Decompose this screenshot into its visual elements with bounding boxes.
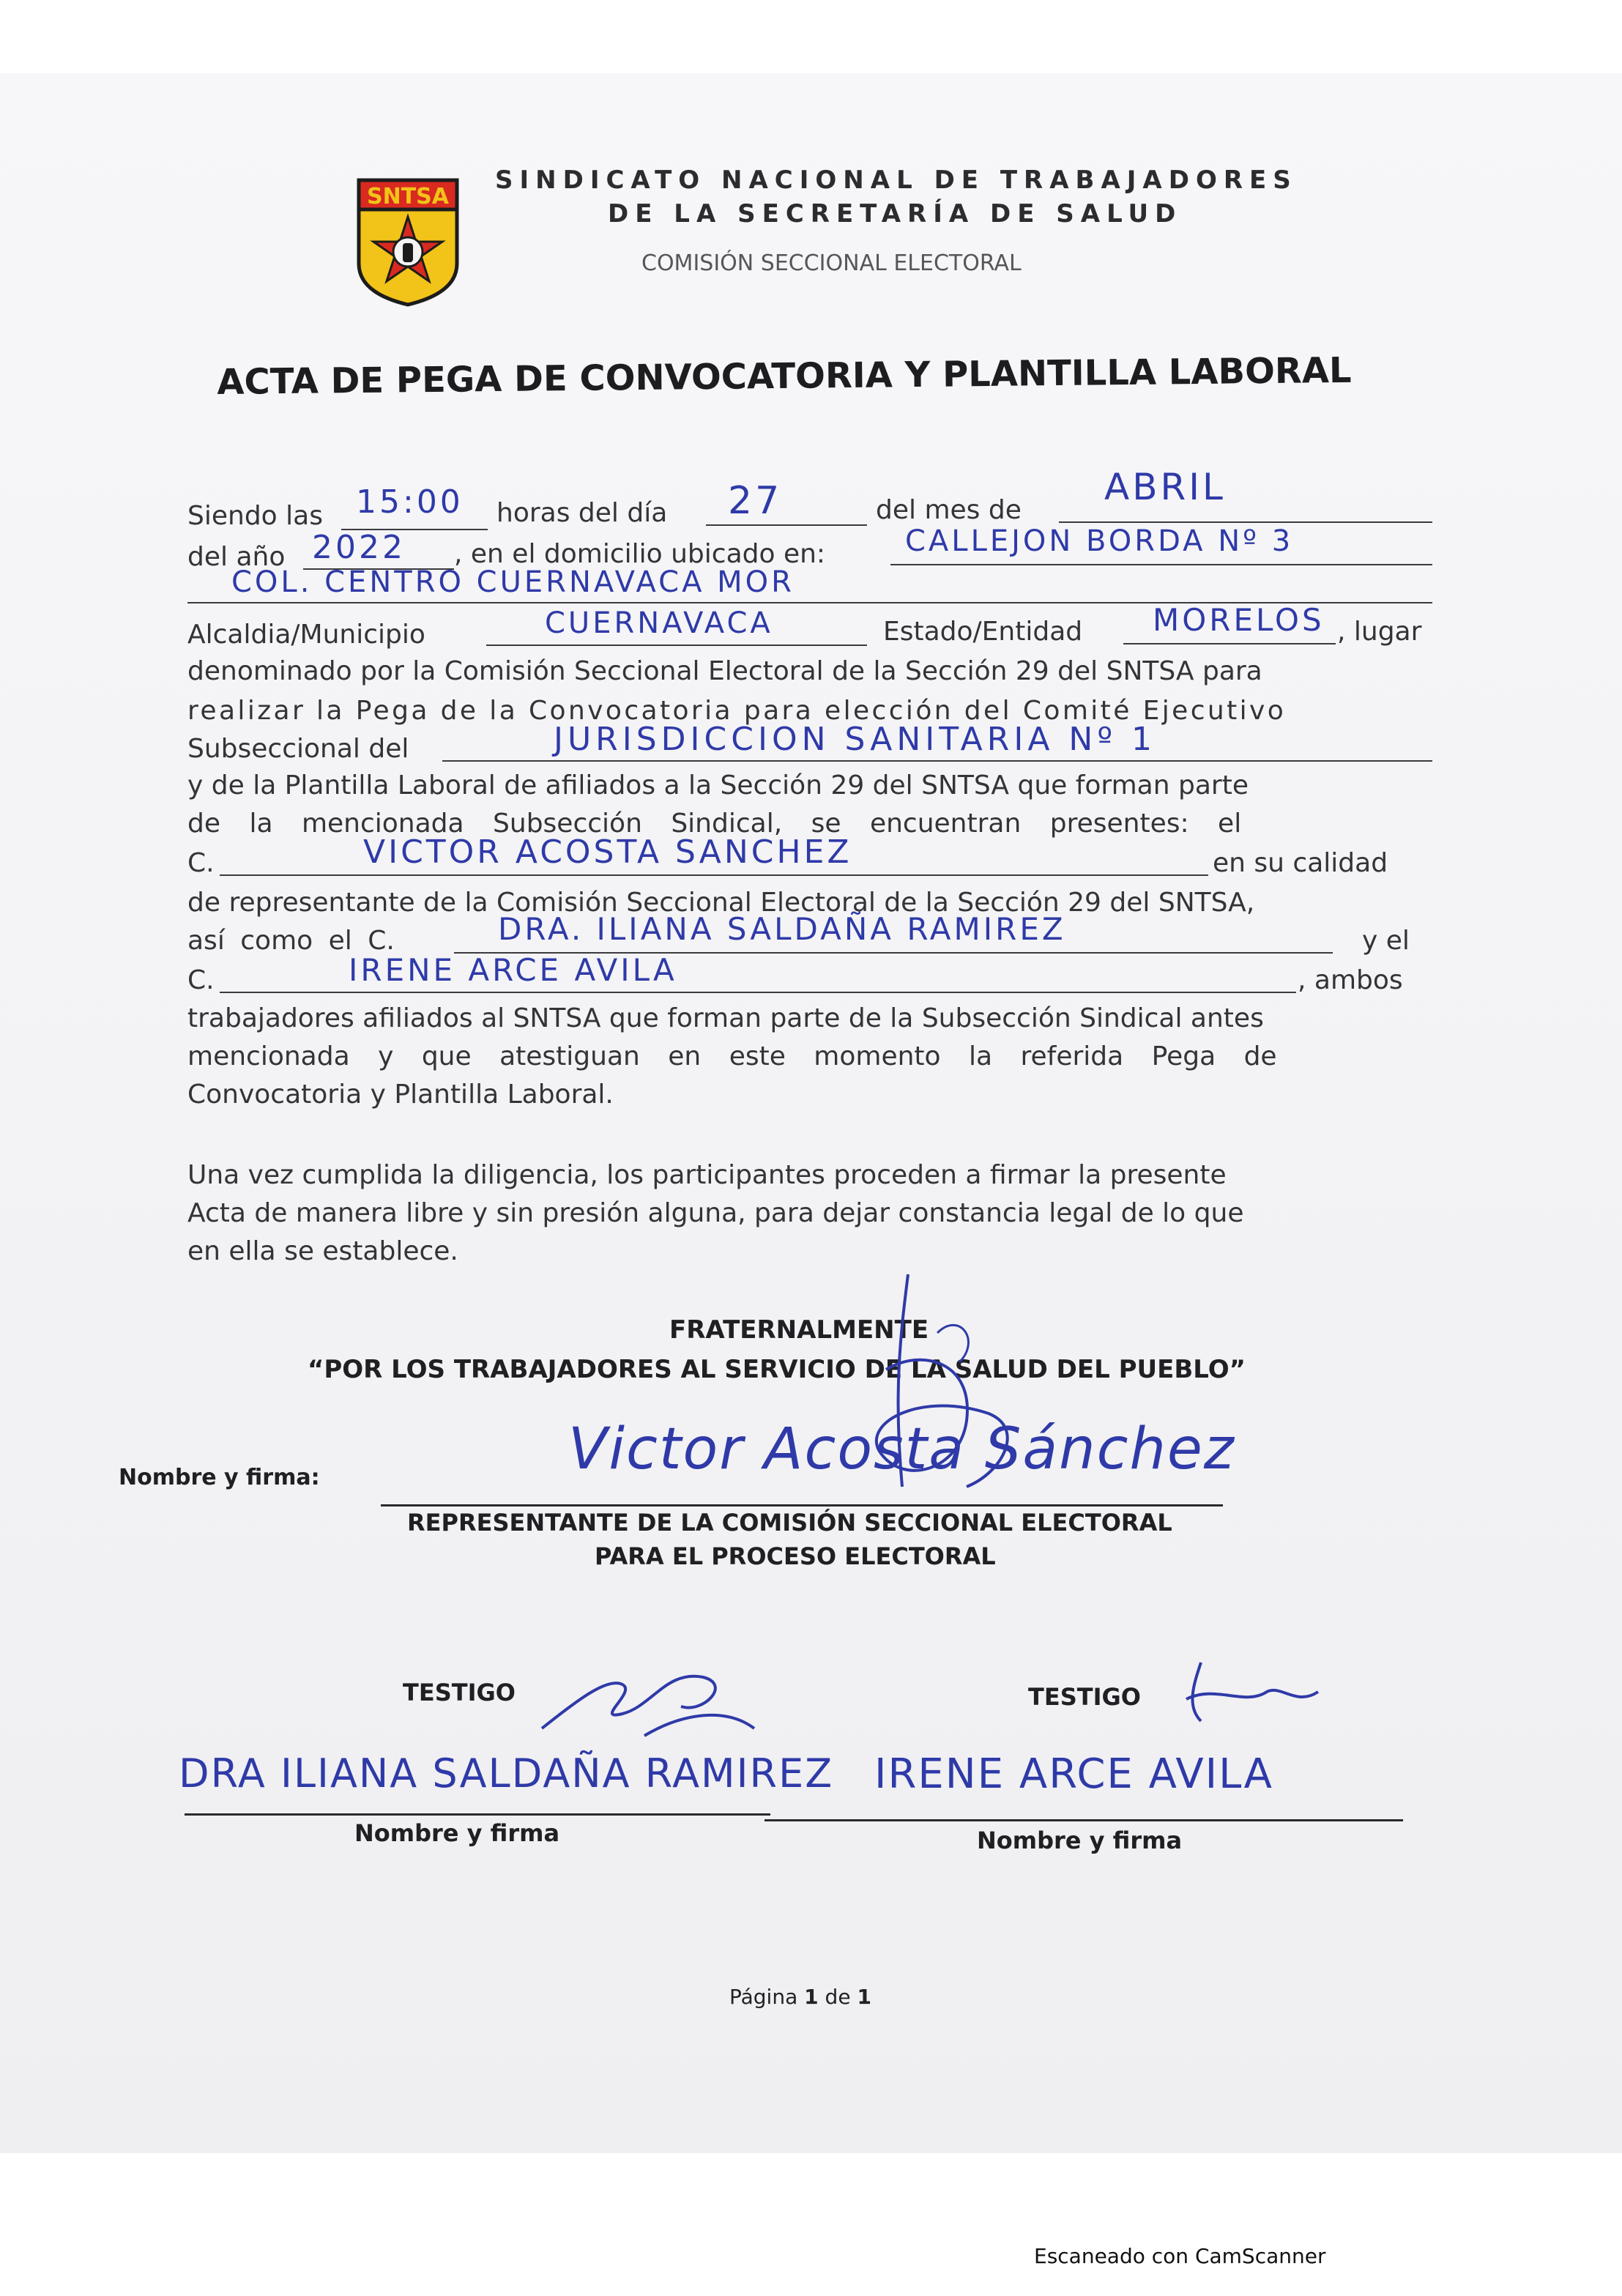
rep-role-line2: PARA EL PROCESO ELECTORAL <box>595 1542 996 1570</box>
nombre-firma-label: Nombre y firma: <box>119 1465 320 1490</box>
org-name-line2: DE LA SECRETARÍA DE SALUD <box>608 199 1183 229</box>
form-text-l5 <box>187 656 1432 686</box>
org-name-line1: SINDICATO NACIONAL DE TRABAJADORES <box>495 166 1298 195</box>
page-total: 1 <box>857 1985 871 2009</box>
document-title: ACTA DE PEGA DE CONVOCATORIA Y PLANTILLA LABORAL <box>217 349 1352 403</box>
hw-municipio: CUERNAVACA <box>545 606 773 640</box>
form-text-l6: realizar la Pega de la Convocatoria para elección del Comité Ejecutivo <box>187 696 1287 726</box>
blank-line <box>1123 643 1336 644</box>
form-text-yel: y el <box>1362 926 1410 956</box>
commission-name: COMISIÓN SECCIONAL ELECTORAL <box>641 250 1022 276</box>
page-indicator <box>729 1985 871 2009</box>
form-text-c1: C. <box>187 848 215 878</box>
blank-line <box>220 992 1296 993</box>
form-text-horas: horas del día <box>496 498 668 528</box>
hw-testigo2: IRENE ARCE AVILA <box>349 952 677 988</box>
nombre-firma-testigo1: Nombre y firma <box>354 1819 560 1847</box>
form-text-ambos: , ambos <box>1298 965 1403 995</box>
form-text-l14: trabajadores afiliados al SNTSA que forman parte de la Subsección Sindical antes <box>187 1003 1264 1033</box>
form-text-siendo: Siendo las <box>187 501 323 531</box>
blank-line <box>220 874 1208 876</box>
form-text-mes: del mes de <box>876 495 1022 525</box>
page-current: 1 <box>804 1985 819 2009</box>
signature-line-testigo2 <box>765 1819 1403 1821</box>
hw-testigo2-name: IRENE ARCE AVILA <box>874 1750 1273 1798</box>
logo-text: SNTSA <box>366 184 450 209</box>
page-sep: de <box>825 1985 851 2009</box>
sntsa-logo <box>353 176 463 308</box>
hw-testigo1: DRA. ILIANA SALDAÑA RAMIREZ <box>498 911 1066 947</box>
form-text-l5-span: denominado por la Comisión Seccional Electoral de la Sección 29 del SNTSA para <box>187 656 1262 686</box>
hw-signature-representative: Victor Acosta Sánchez <box>568 1416 1235 1482</box>
form-text-l16: Convocatoria y Plantilla Laboral. <box>187 1080 614 1110</box>
hw-mes: ABRIL <box>1104 466 1226 508</box>
page-label: Página <box>729 1985 798 2009</box>
testigo2-scribble-signature <box>1172 1655 1333 1736</box>
blank-line <box>890 564 1432 565</box>
form-text-lugar: , lugar <box>1337 617 1422 647</box>
form-text-l9: de la mencionada Subsección Sindical, se encuentran presentes: el <box>187 809 1242 839</box>
testigo-label-1: TESTIGO <box>403 1679 516 1706</box>
blank-line <box>486 644 867 646</box>
testigo1-scribble-signature <box>535 1648 784 1750</box>
form-text-municipio: Alcaldia/Municipio <box>187 620 425 650</box>
fraternalmente: FRATERNALMENTE <box>669 1315 929 1345</box>
scanner-footer: Escaneado con CamScanner <box>1034 2244 1326 2268</box>
closing-text-p1: Una vez cumplida la diligencia, los participantes proceden a firmar la presente <box>187 1160 1227 1190</box>
blank-line <box>442 760 1432 762</box>
hw-domicilio2: COL. CENTRO CUERNAVACA MOR <box>231 565 795 599</box>
signature-line-testigo1 <box>185 1813 770 1816</box>
closing-text-p3: en ella se establece. <box>187 1236 458 1266</box>
hw-anio: 2022 <box>312 529 406 566</box>
hw-estado: MORELOS <box>1153 602 1325 638</box>
form-text-l8: y de la Plantilla Laboral de afiliados a la Sección 29 del SNTSA que forman parte <box>187 770 1249 800</box>
hw-hora: 15:00 <box>356 483 464 521</box>
hw-domicilio1: CALLEJON BORDA Nº 3 <box>905 524 1294 558</box>
form-text-estado: Estado/Entidad <box>883 617 1083 647</box>
testigo-label-2: TESTIGO <box>1028 1683 1141 1711</box>
form-text-subseccional: Subseccional del <box>187 734 409 764</box>
form-text-c2: C. <box>187 965 215 995</box>
hw-subseccional: JURISDICCION SANITARIA Nº 1 <box>554 721 1157 758</box>
signature-line-rep <box>381 1504 1223 1506</box>
form-text-l15: mencionada y que atestiguan en este momento la referida Pega de <box>187 1041 1277 1071</box>
hw-dia: 27 <box>728 479 783 523</box>
nombre-firma-testigo2: Nombre y firma <box>977 1827 1183 1854</box>
blank-line <box>706 524 867 526</box>
lema: “POR LOS TRABAJADORES AL SERVICIO DE LA SALUD DEL PUEBLO” <box>308 1355 1246 1384</box>
rep-role-line1: REPRESENTANTE DE LA COMISIÓN SECCIONAL ELECTORAL <box>407 1509 1172 1537</box>
blank-line <box>1059 521 1432 523</box>
hw-testigo1-name: DRA ILIANA SALDAÑA RAMIREZ <box>179 1750 834 1797</box>
form-text-domicilio: , en el domicilio ubicado en: <box>454 539 826 569</box>
form-text-calidad: en su calidad <box>1213 848 1388 878</box>
closing-text-p2: Acta de manera libre y sin presión alguna, para dejar constancia legal de lo que <box>187 1198 1244 1228</box>
form-text-l11: de representante de la Comisión Seccional Electoral de la Sección 29 del SNTSA, <box>187 888 1255 918</box>
hw-representante: VICTOR ACOSTA SANCHEZ <box>363 833 852 871</box>
form-text-anio: del año <box>187 542 286 572</box>
form-text-asicomo: así como el C. <box>187 926 395 956</box>
